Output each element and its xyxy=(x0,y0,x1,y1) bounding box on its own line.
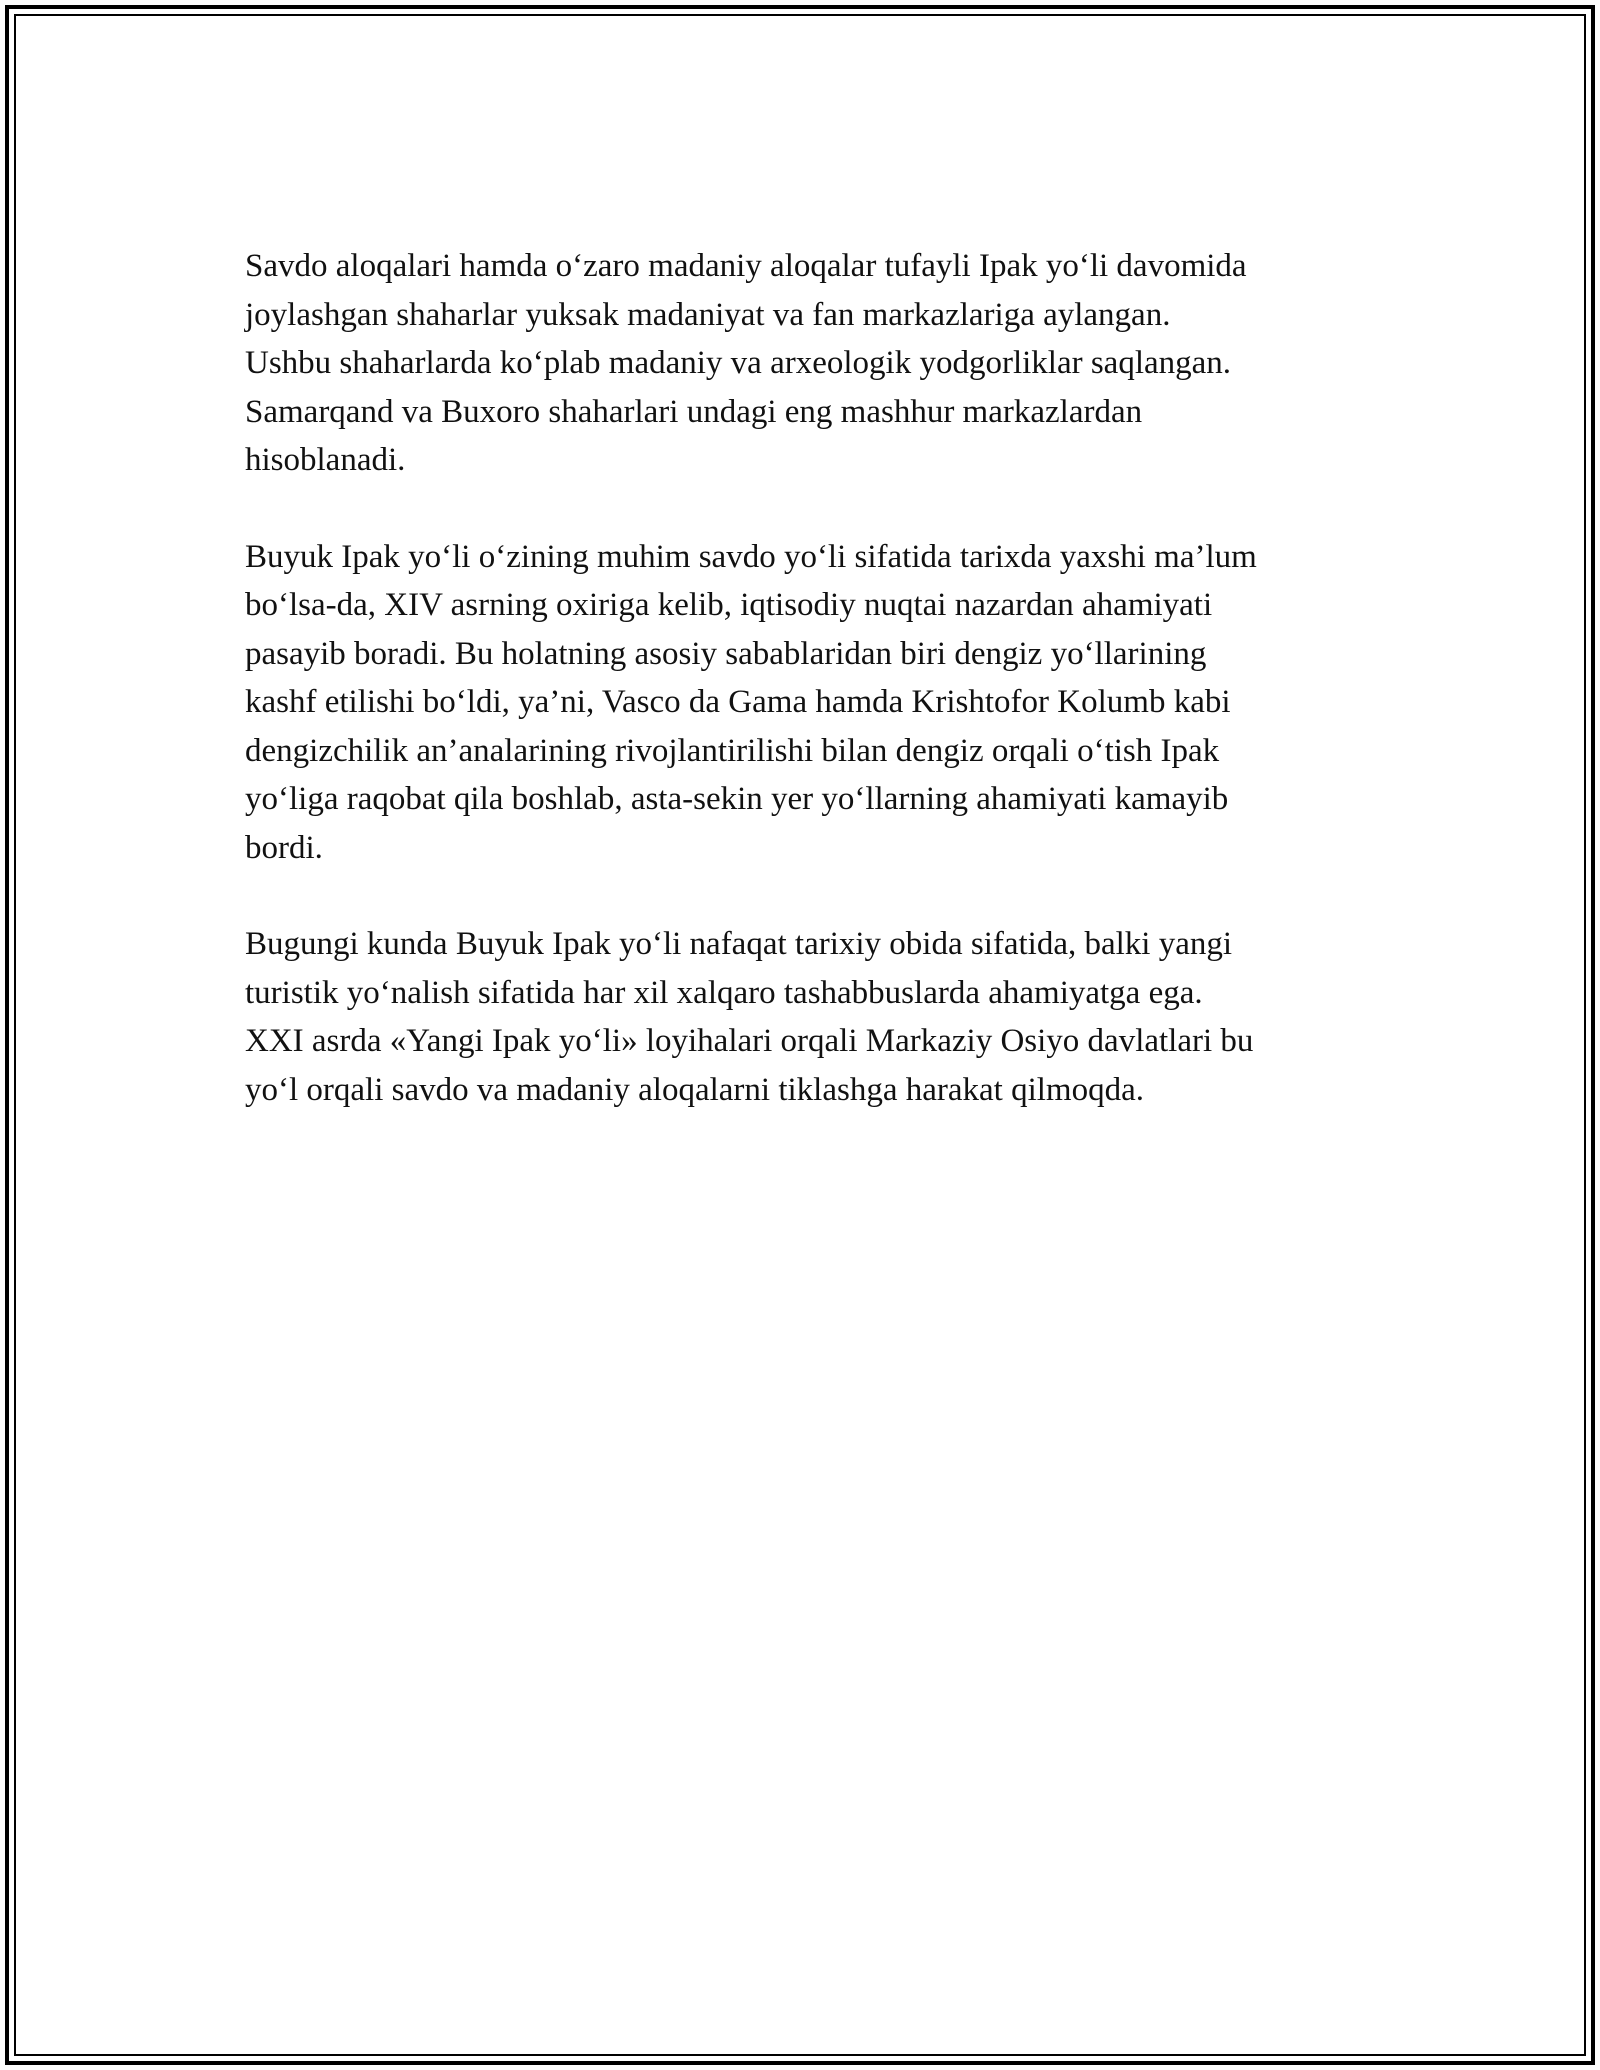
paragraph-3 xyxy=(245,920,1375,1114)
page-border xyxy=(5,5,1595,2065)
text-line: yo‘l orqali savdo va madaniy aloqalarni tiklashga harakat qilmoqda. xyxy=(245,1071,1144,1108)
text-line: Ushbu shaharlarda ko‘plab madaniy va arxeologik yodgorliklar saqlangan. xyxy=(245,345,1232,381)
paragraph-1 xyxy=(245,242,1375,485)
text-line: dengizchilik an’analarining rivojlantirilishi bilan dengiz orqali o‘tish Ipak xyxy=(245,732,1220,769)
text-line: Bugungi kunda Buyuk Ipak yo‘li nafaqat tarixiy obida sifatida, balki yangi xyxy=(245,926,1233,962)
paragraph-2 xyxy=(245,533,1375,873)
text-line: turistik yo‘nalish sifatida har xil xalqaro tashabbuslarda ahamiyatga ega. xyxy=(245,974,1203,1011)
text-line: Samarqand va Buxoro shaharlari undagi eng mashhur markazlardan xyxy=(245,393,1143,430)
text-line: yo‘liga raqobat qila boshlab, asta-sekin yer yo‘llarning ahamiyati kamayib xyxy=(245,781,1229,817)
text-line: bordi. xyxy=(245,829,323,866)
text-line: bo‘lsa-da, XIV asrning oxiriga kelib, iqtisodiy nuqtai nazardan ahamiyati xyxy=(245,587,1213,623)
text-line: joylashgan shaharlar yuksak madaniyat va fan markazlariga aylangan. xyxy=(245,296,1171,333)
text-line: Savdo aloqalari hamda o‘zaro madaniy aloqalar tufayli Ipak yo‘li davomida xyxy=(245,248,1247,284)
text-line: kashf etilishi bo‘ldi, ya’ni, Vasco da Gama hamda Krishtofor Kolumb kabi xyxy=(245,684,1231,720)
text-line: pasayib boradi. Bu holatning asosiy sabablaridan biri dengiz yo‘llarining xyxy=(245,635,1207,672)
text-line: XXI asrda «Yangi Ipak yo‘li» loyihalari orqali Markaziy Osiyo davlatlari bu xyxy=(245,1023,1254,1059)
text-line: Buyuk Ipak yo‘li o‘zining muhim savdo yo‘li sifatida tarixda yaxshi ma’lum xyxy=(245,538,1257,575)
text-line: hisoblanadi. xyxy=(245,442,406,478)
document-body xyxy=(245,242,1375,1162)
